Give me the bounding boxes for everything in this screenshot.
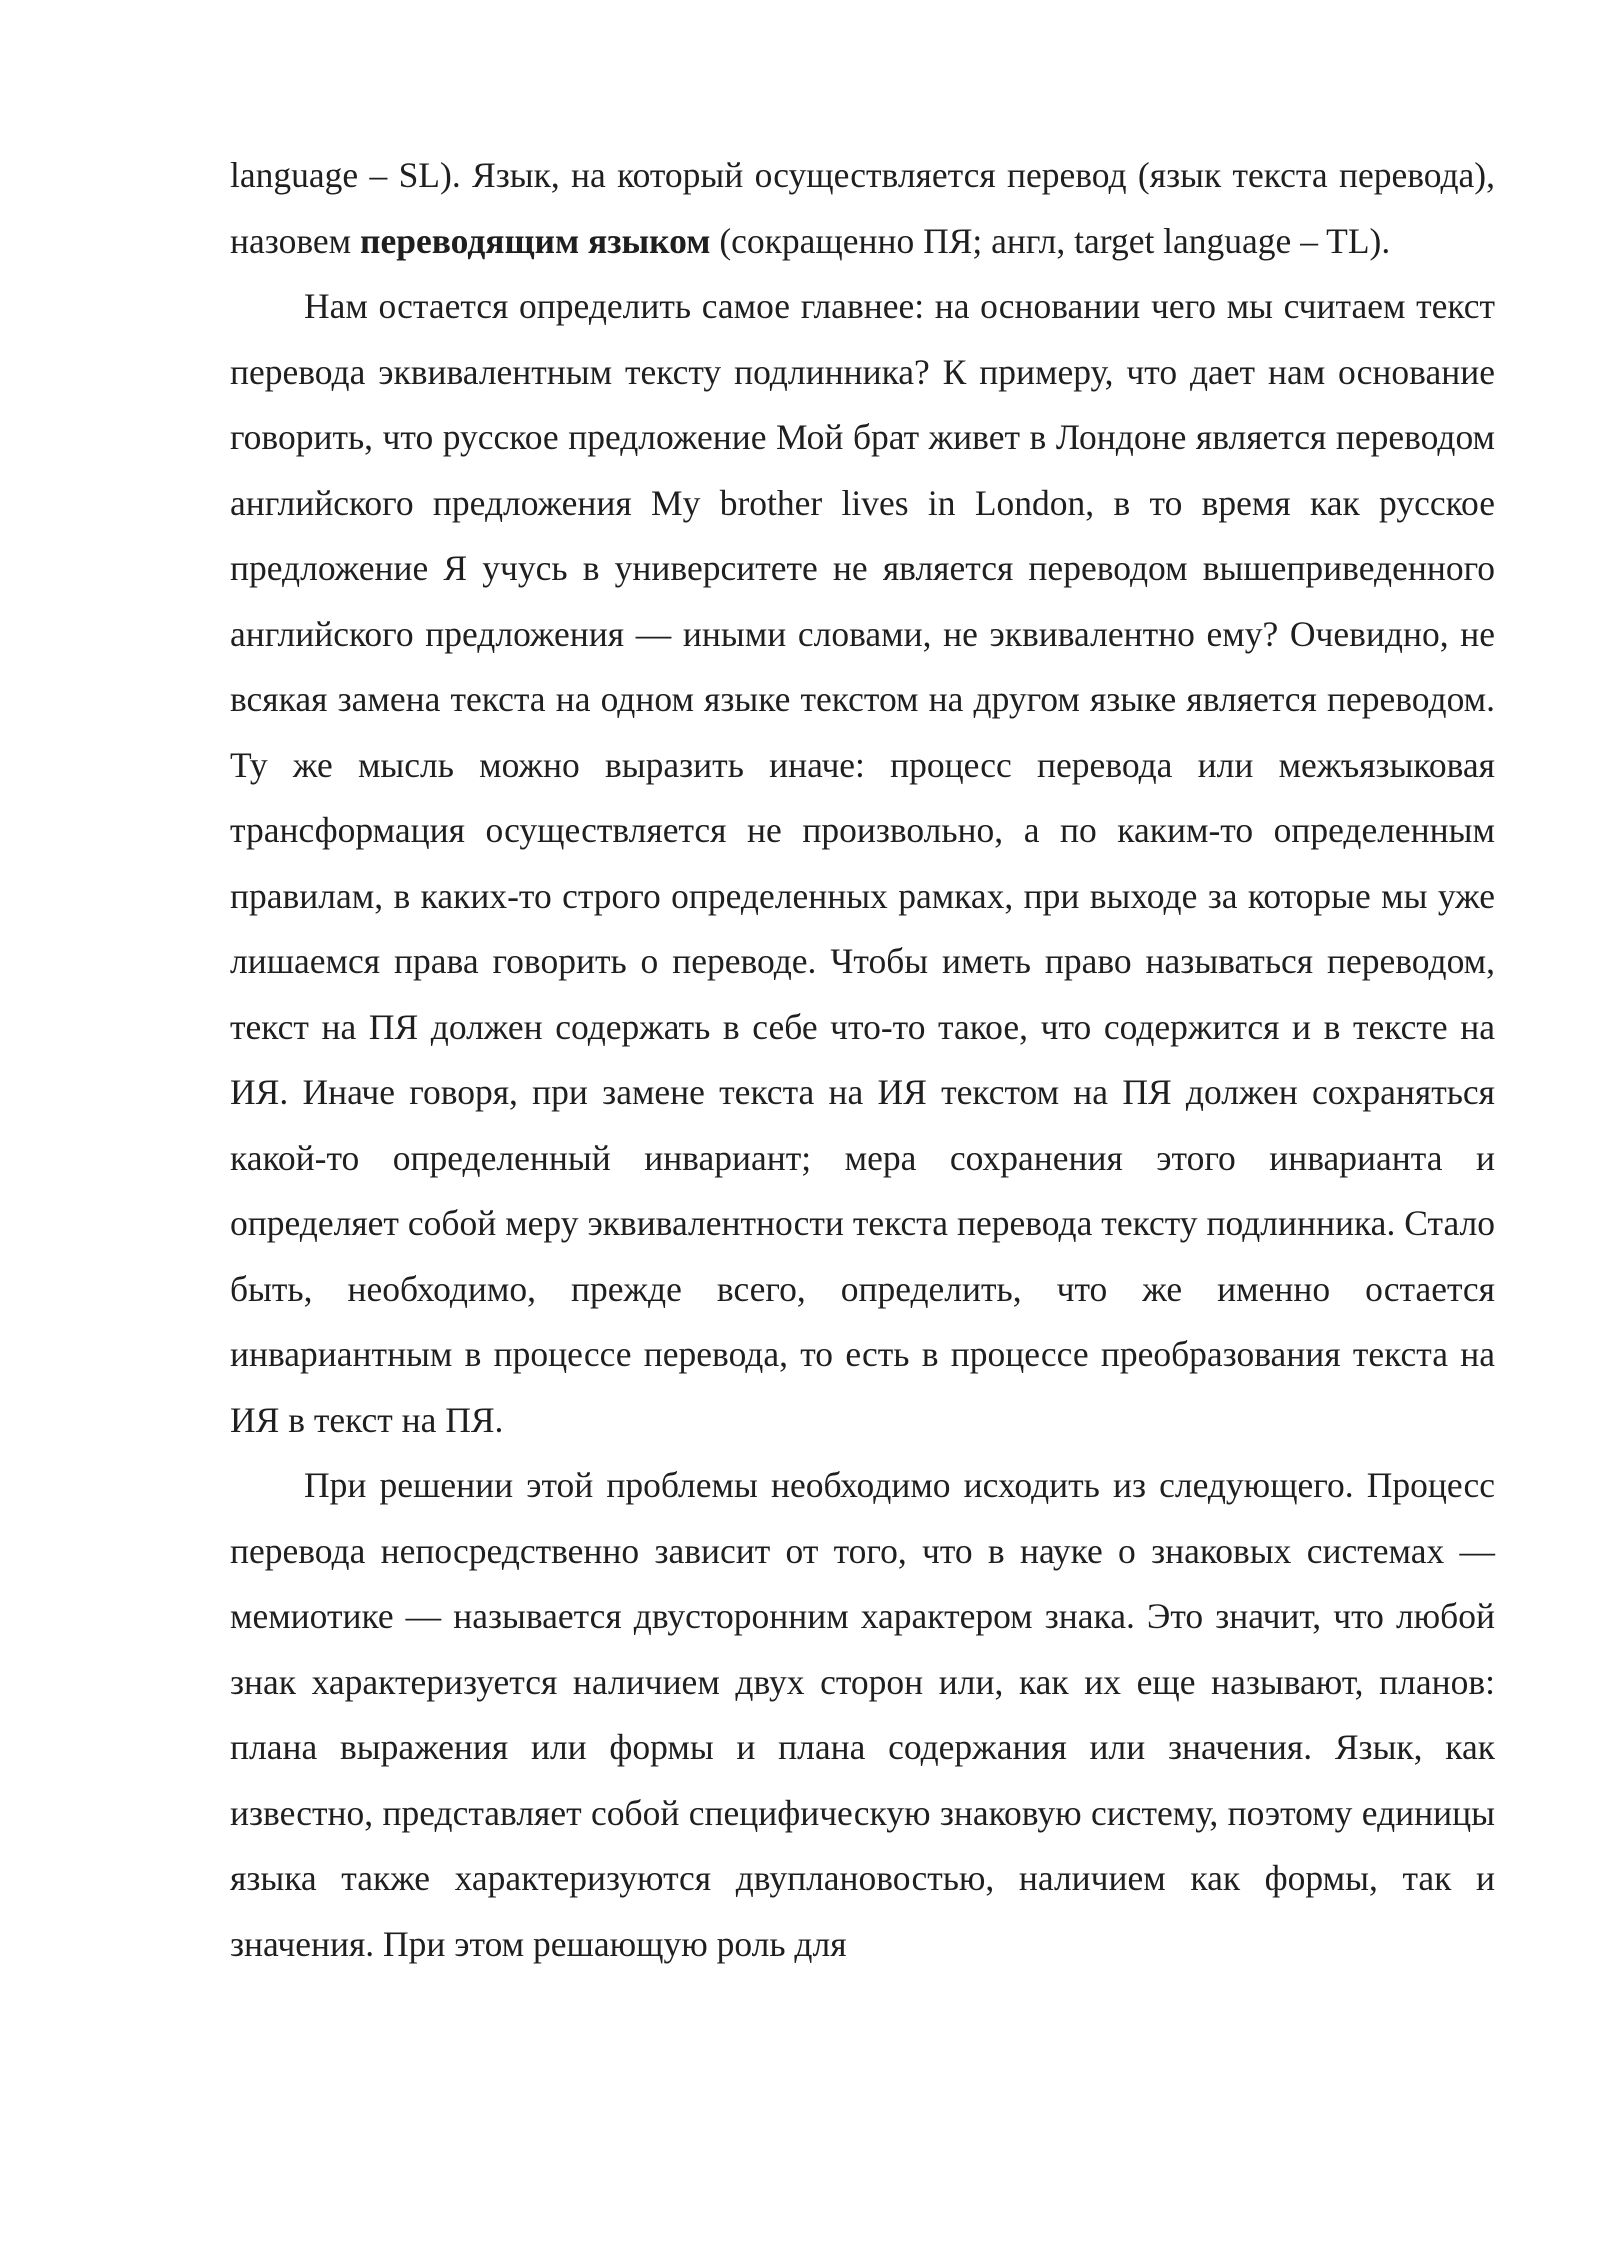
paragraph-3: При решении этой проблемы необходимо исходить из следующего. Процесс перевода непосредственно зависит от того, что в науке о знаковых системах — мемиотике — называется двусторонним характером знака. Это значит, что любой знак характеризуется наличием двух сторон или, как их еще называют, планов: плана выражения или формы и плана содержания или значения. Язык, как известно, представляет собой специфическую знаковую систему, поэтому единицы языка также характеризуются двуплановостью, наличием как формы, так и значения. При этом решающую роль для — [230, 1465, 1495, 1964]
paragraph-2: Нам остается определить самое главнее: на основании чего мы считаем текст перевода эквивалентным тексту подлинника? К примеру, что дает нам основание говорить, что русское предложение Мой брат живет в Лондоне является переводом английского предложения My brother lives in London, в то время как русское предложение Я учусь в университете не является переводом вышеприведенного английского предложения — иными словами, не эквивалентно ему? Очевидно, не всякая замена текста на одном языке текстом на другом языке является переводом. Ту же мысль можно выразить иначе: процесс перевода или межъязыковая трансформация осуществляется не произвольно, а по каким-то определенным правилам, в каких-то строго определенных рамках, при выходе за которые мы уже лишаемся права говорить о переводе. Чтобы иметь право называться переводом, текст на ПЯ должен содержать в себе что-то такое, что содержится и в тексте на ИЯ. Иначе говоря, при замене текста на ИЯ текстом на ПЯ должен сохраняться какой-то определенный инвариант; мера сохранения этого инварианта и определяет собой меру эквивалентности текста перевода тексту подлинника. Стало быть, необходимо, прежде всего, определить, что же именно остается инвариантным в процессе перевода, то есть в процессе преобразования текста на ИЯ в текст на ПЯ. — [230, 286, 1495, 1440]
paragraph-1-part-3: (сокращенно ПЯ; англ, target language – TL). — [710, 220, 1391, 261]
body-text — [230, 143, 1495, 1977]
paragraph-1 — [230, 143, 1495, 274]
term-target-language: переводящим языком — [359, 220, 711, 261]
paragraph-1-part-1: language – SL). Язык, на который осуществляется перевод (язык текста перевода), назовем — [230, 155, 1495, 261]
